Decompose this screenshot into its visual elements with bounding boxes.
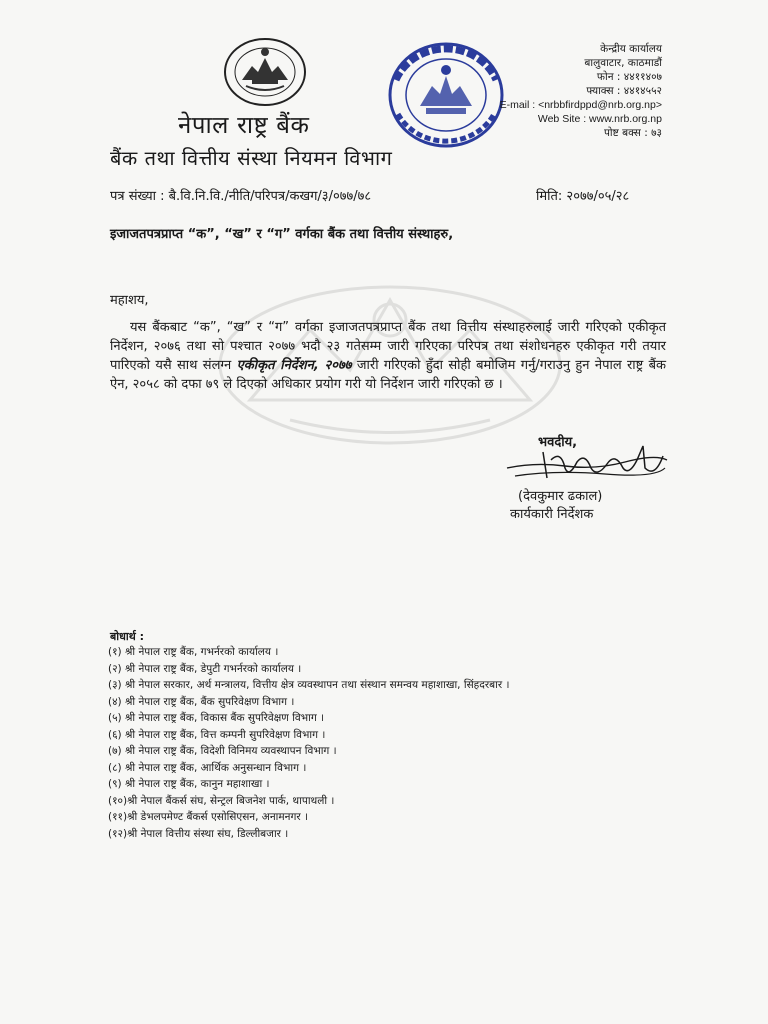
cc-item: (८) श्री नेपाल राष्ट्र बैंक, आर्थिक अनुसन्धान विभाग । (108, 761, 307, 774)
contact-website: Web Site : www.nrb.org.np (537, 113, 662, 125)
contact-po-box: पोष्ट बक्स : ७३ (603, 127, 662, 139)
contact-office: केन्द्रीय कार्यालय (600, 43, 662, 55)
contact-email: E-mail : <nrbbfirdppd@nrb.org.np> (499, 99, 662, 111)
cc-item: (७) श्री नेपाल राष्ट्र बैंक, विदेशी विनिमय व्यवस्थापन विभाग । (108, 745, 337, 757)
cc-item: (३) श्री नेपाल सरकार, अर्थ मन्त्रालय, वित्तीय क्षेत्र व्यवस्थापन तथा संस्थान समन्वय महाशाखा, सिंहदरबार । (108, 679, 510, 691)
salutation: महाशय, (110, 293, 149, 308)
contact-fax: फ्याक्स : ४४१४५५२ (586, 85, 662, 97)
cc-item: (२) श्री नेपाल राष्ट्र बैंक, डेपुटी गभर्नरको कार्यालय । (108, 662, 302, 675)
handwritten-signature (505, 438, 670, 488)
cc-item: (९) श्री नेपाल राष्ट्र बैंक, कानुन महाशाखा । (108, 778, 270, 790)
cc-list (108, 644, 509, 842)
signer-title: कार्यकारी निर्देशक (510, 507, 594, 522)
contact-address: बालुवाटार, काठमाडौं (584, 57, 662, 69)
signer-name: (देवकुमार ढकाल) (518, 489, 603, 504)
official-seal-stamp (386, 40, 506, 150)
contact-block (500, 42, 662, 140)
body-text-part2: जारी गरिएको हुँदा सोही बमोजिम गर्नु/गराउनु हुन नेपाल राष्ट्र बैंक ऐन, २०५८ को दफा ७९ ले दिएको अधिकार प्रयोग गरी यो निर्देशन जारी गरिएको छ । (110, 358, 666, 392)
department-name: बैंक तथा वित्तीय संस्था नियमन विभाग (110, 146, 393, 170)
cc-item: (५) श्री नेपाल राष्ट्र बैंक, विकास बैंक सुपरिवेक्षण विभाग । (108, 712, 325, 724)
nrb-emblem-logo (222, 36, 308, 108)
body-emphasis: एकीकृत निर्देशन, २०७७ (236, 358, 352, 373)
cc-item: (१) श्री नेपाल राष्ट्र बैंक, गभर्नरको कार्यालय । (108, 646, 279, 658)
cc-item: (४) श्री नेपाल राष्ट्र बैंक, बैंक सुपरिवेक्षण विभाग । (108, 695, 295, 708)
contact-phone: फोन : ४४११४०७ (596, 71, 662, 83)
cc-item: (१२)श्री नेपाल वित्तीय संस्था संघ, डिल्लीबजार । (108, 827, 289, 840)
body-text-part1: यस बैंकबाट “क”, “ख” र “ग” वर्गका इजाजतपत्रप्राप्त बैंक तथा वित्तीय संस्थाहरुलाई जारी गरिएको एकीकृत निर्देशन, २०७६ तथा सो पश्चात २०७७ भदौ २३ गतेसम्म जारी गरिएका परिपत्र तथा संशोधनहरु एकीकृत गरी तयार पारिएको यसै साथ संलग्न (110, 320, 666, 373)
cc-item: (६) श्री नेपाल राष्ट्र बैंक, वित्त कम्पनी सुपरिवेक्षण विभाग । (108, 728, 326, 741)
organization-name: नेपाल राष्ट्र बैंक (178, 111, 310, 139)
closing-salutation: भवदीय, (538, 435, 578, 450)
letter-date: मिति: २०७७/०५/२८ (536, 189, 630, 204)
cc-heading: बोधार्थ : (110, 630, 145, 643)
reference-number: पत्र संख्या : बै.वि.नि.वि./नीति/परिपत्र/कखग/३/०७७/७८ (110, 189, 372, 204)
cc-item: (१०)श्री नेपाल बैंकर्स संघ, सेन्ट्रल बिजनेश पार्क, थापाथली । (108, 794, 335, 807)
cc-item: (११)श्री डेभलपमेण्ट बैंकर्स एसोसिएसन, अनामनगर । (108, 811, 309, 823)
addressee-line: इजाजतपत्रप्राप्त “क”, “ख” र “ग” वर्गका बैंक तथा वित्तीय संस्थाहरु, (110, 227, 454, 242)
letter-body (110, 318, 666, 394)
